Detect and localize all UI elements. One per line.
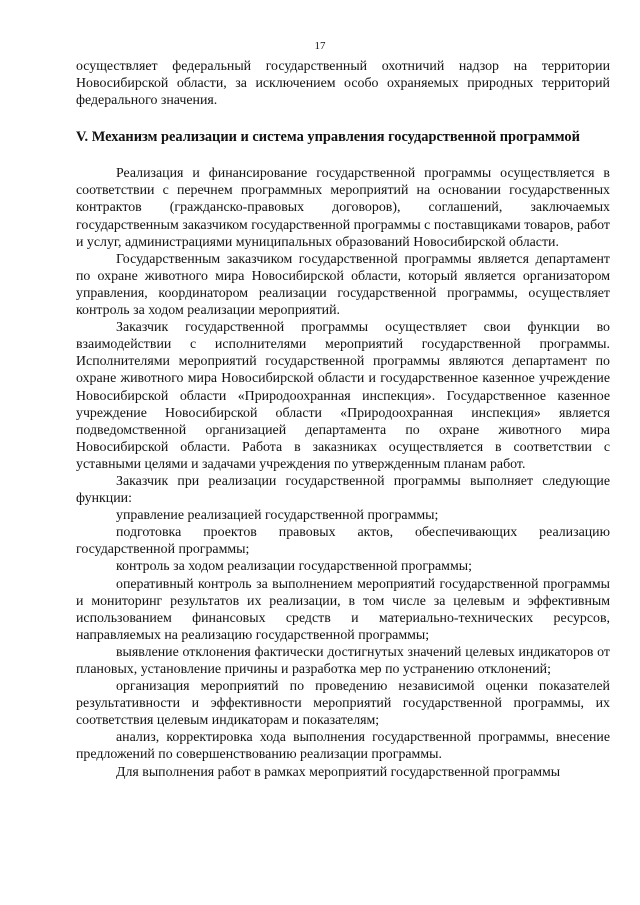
- function-item-operational-control: оперативный контроль за выполнением мероприятий государственной программы и мониторинг результатов их реализации, в том числе за целевым и эффективным использованием финансовых средств и материально-технических ресурсов, направляемых на реализацию государственной программы;: [76, 576, 610, 643]
- function-item-deviations: выявление отклонения фактически достигнутых значений целевых индикаторов от плановых, установление причины и разработка мер по устранению отклонений;: [76, 644, 610, 677]
- paragraph-customer-functions: Заказчик при реализации государственной программы выполняет следующие функции:: [76, 473, 610, 507]
- function-item-legal-acts: подготовка проектов правовых актов, обеспечивающих реализацию государственной программы;: [76, 525, 610, 558]
- paragraph-state-customer: Государственным заказчиком государственной программы является департамент по охране животного мира Новосибирской области, который является организатором управления, координатором реализации государственной программы, осуществляет контроль за ходом реализации мероприятий.: [76, 251, 610, 319]
- function-item-independent-evaluation: организация мероприятий по проведению независимой оценки показателей результативности и эффективности мероприятий государственной программы, их соответствия целевым индикаторам и показателям;: [76, 679, 610, 729]
- page-number: 17: [314, 40, 326, 52]
- paragraph-executors: Заказчик государственной программы осуществляет свои функции во взаимодействии с исполнителями мероприятий государственной программы. Исполнителями мероприятий государственной программы являются департамент по охране животного мира Новосибирской области и государственное казенное учреждение Новосибирской области «Природоохранная инспекция». Государственное казенное учреждение Новосибирской области «Природоохранная инспекция» является подведомственной организацией департамента по охране животного мира Новосибирской области. Работа в заказниках осуществляется в соответствии с уставными целями и задачами учреждения по утвержденным планам работ.: [76, 320, 610, 472]
- intro-paragraph: осуществляет федеральный государственный охотничий надзор на территории Новосибирской области, за исключением особо охраняемых природных территорий федерального значения.: [76, 59, 610, 109]
- function-item-control: контроль за ходом реализации государственной программы;: [116, 559, 472, 575]
- function-item-management: управление реализацией государственной программы;: [116, 508, 439, 524]
- function-item-analysis: анализ, корректировка хода выполнения государственной программы, внесение предложений по совершенствованию реализации программы.: [76, 730, 610, 763]
- paragraph-works-execution: Для выполнения работ в рамках мероприятий государственной программы: [116, 764, 561, 780]
- paragraph-implementation: Реализация и финансирование государственной программы осуществляется в соответствии с перечнем программных мероприятий на основании государственных контрактов (гражданско-правовых договоров), соглашений, заключаемых государственным заказчиком государственной программы с поставщиками товаров, работ и услуг, администрациями муниципальных образований Новосибирской области.: [76, 166, 610, 250]
- section-heading: V. Механизм реализации и система управления государственной программой: [76, 129, 580, 146]
- page-body: [76, 58, 610, 781]
